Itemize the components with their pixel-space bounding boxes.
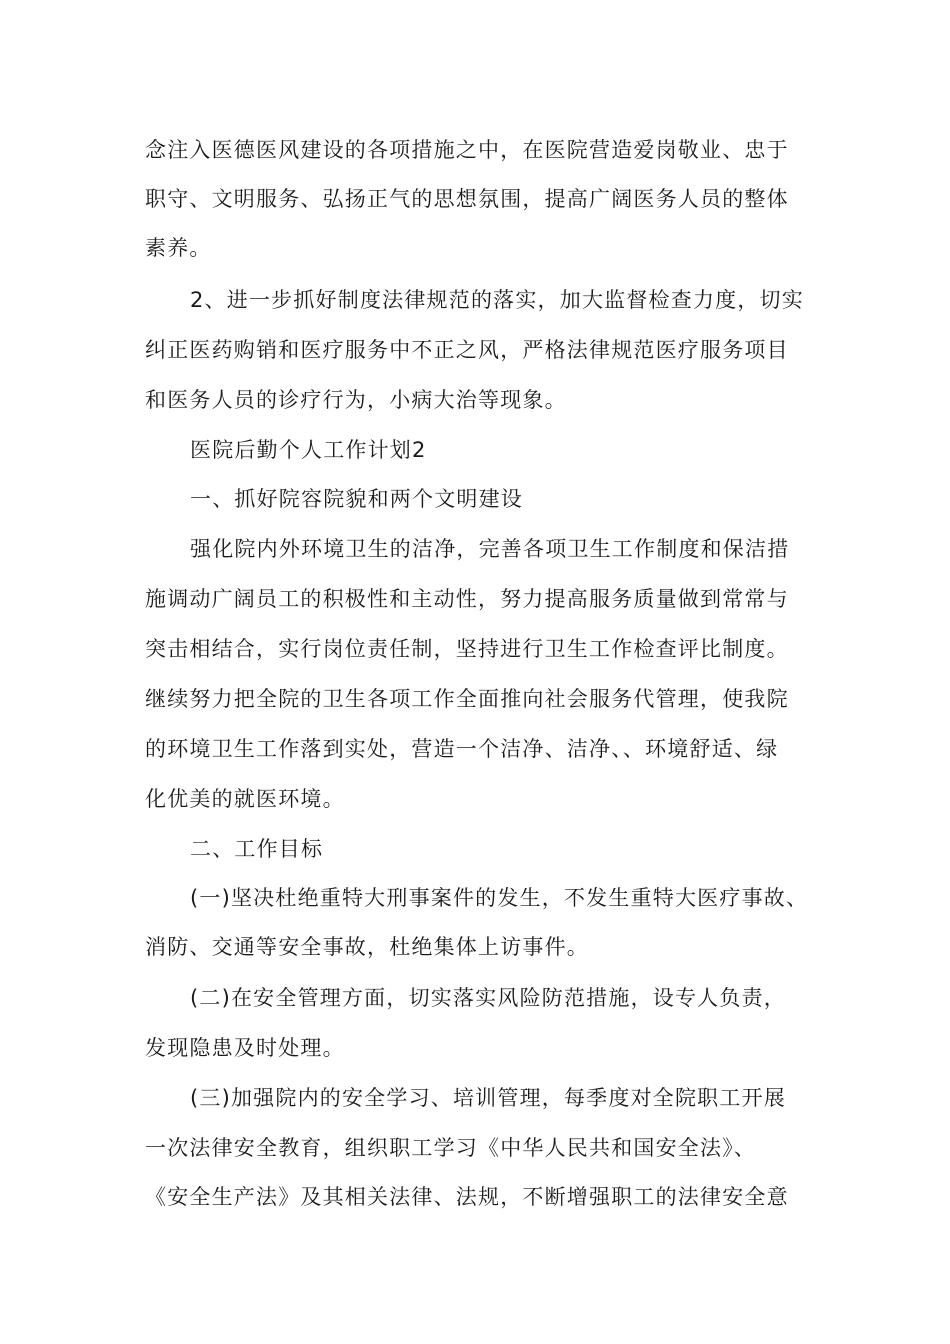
text-line: 和医务人员的诊疗行为，小病大治等现象。 xyxy=(145,388,567,412)
section-heading: 一、抓好院容院貌和两个文明建设 xyxy=(190,487,523,511)
text-line: 职守、文明服务、弘扬正气的思想氛围，提高广阔医务人员的整体 xyxy=(145,187,789,211)
text-line: 的环境卫生工作落到实处，营造一个洁净、洁净、、环境舒适、绿 xyxy=(145,737,779,761)
text-line: 施调动广阔员工的积极性和主动性，努力提高服务质量做到常常与 xyxy=(145,587,789,611)
text-line: 纠正医药购销和医疗服务中不正之风，严格法律规范医疗服务项目 xyxy=(145,338,789,362)
text-line: 2、进一步抓好制度法律规范的落实，加大监督检查力度，切实 xyxy=(190,288,804,312)
text-line: (一)坚决杜绝重特大刑事案件的发生，不发生重特大医疗事故、 xyxy=(190,886,809,910)
text-line: 化优美的就医环境。 xyxy=(145,787,345,811)
text-line: 强化院内外环境卫生的洁净，完善各项卫生工作制度和保洁措 xyxy=(190,537,790,561)
section-heading: 医院后勤个人工作计划2 xyxy=(190,438,427,462)
text-line: 念注入医德医风建设的各项措施之中，在医院营造爱岗敬业、忠于 xyxy=(145,138,789,162)
text-line: 继续努力把全院的卫生各项工作全面推向社会服务代管理，使我院 xyxy=(145,687,789,711)
text-line: 发现隐患及时处理。 xyxy=(145,1036,345,1060)
text-line: 素养。 xyxy=(145,236,212,260)
text-line: 一次法律安全教育，组织职工学习《中华人民共和国安全法》、 xyxy=(145,1136,757,1160)
text-line: 突击相结合，实行岗位责任制，坚持进行卫生工作检查评比制度。 xyxy=(145,637,789,661)
text-line: 消防、交通等安全事故，杜绝集体上访事件。 xyxy=(145,935,589,959)
text-line: (二)在安全管理方面，切实落实风险防范措施，设专人负责， xyxy=(190,986,786,1010)
text-line: 《安全生产法》及其相关法律、法规，不断增强职工的法律安全意 xyxy=(145,1185,789,1209)
section-heading: 二、工作目标 xyxy=(190,837,324,861)
text-line: (三)加强院内的安全学习、培训管理，每季度对全院职工开展 xyxy=(190,1086,786,1110)
